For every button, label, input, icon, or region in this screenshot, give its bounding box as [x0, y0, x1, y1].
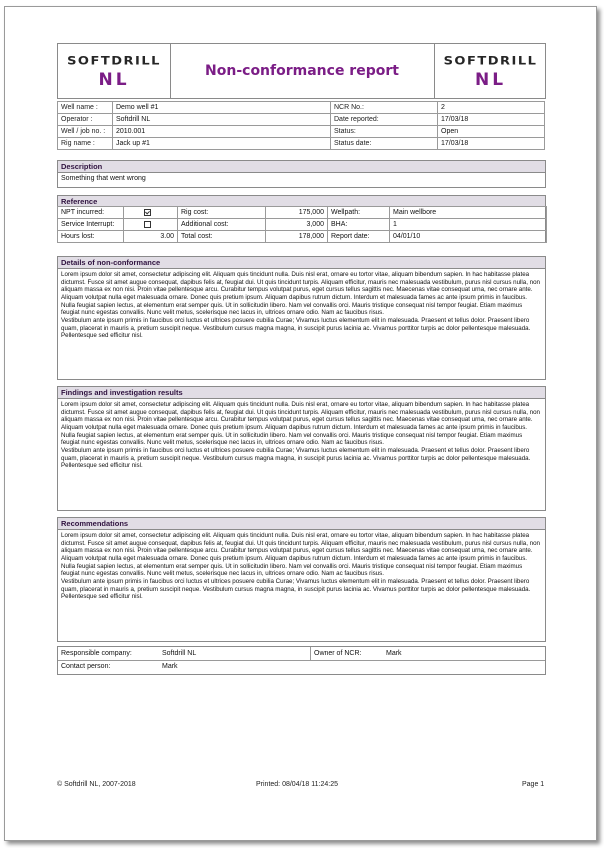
logo-left-subtext: NL [98, 70, 130, 90]
findings-heading: Findings and investigation results [58, 387, 545, 399]
total-cost-value: 178,000 [266, 231, 328, 243]
service-interrupt-cell [124, 219, 178, 231]
operator-label: Operator : [58, 114, 113, 126]
responsible-company-value: Softdrill NL [162, 650, 197, 657]
description-heading: Description [58, 161, 545, 173]
logo-left-text: SOFTDRILL [67, 55, 161, 68]
details-heading: Details of non-conformance [58, 257, 545, 269]
additional-cost-value: 3,000 [266, 219, 328, 231]
well-info-table [57, 101, 544, 150]
recommendations-heading: Recommendations [58, 518, 545, 530]
description-text: Something that went wrong [61, 175, 146, 182]
rig-name-value: Jack up #1 [113, 138, 331, 150]
service-interrupt-label: Service Interrupt: [58, 219, 124, 231]
info-row [58, 114, 545, 126]
contact-person-value: Mark [162, 663, 178, 670]
well-name-value: Demo well #1 [113, 102, 331, 114]
owner-ncr-value: Mark [386, 650, 402, 657]
bha-value: 1 [390, 219, 547, 231]
rig-cost-label: Rig cost: [178, 207, 266, 219]
job-no-label: Well / job no. : [58, 126, 113, 138]
npt-checkbox[interactable] [144, 209, 151, 216]
total-cost-label: Total cost: [178, 231, 266, 243]
contact-person-label: Contact person: [61, 663, 111, 670]
responsible-row-divider [58, 660, 545, 661]
bha-label: BHA: [328, 219, 390, 231]
ncr-no-value: 2 [438, 102, 545, 114]
recommendations-section [57, 517, 546, 642]
findings-paragraph: Vestibulum ante ipsum primis in faucibus orci luctus et ultrices posuere cubilia Curae; Vivamus luctus elementum elit in malesuada. Praesent et tellus dolor. Praesent libero quam, placerat in mauris a, pretium suscipit neque. Vestibulum cursus magna magna, in suscipit purus lacinia ac. Vivamus porttitor turpis ac dolor pellentesque malesuada. Pellentesque sed efficitur nisl. [61, 446, 531, 470]
logo-right-subtext: NL [474, 70, 507, 90]
info-row [58, 102, 545, 114]
job-no-value: 2010.001 [113, 126, 331, 138]
reference-row [58, 219, 547, 231]
reference-section [57, 195, 546, 243]
responsible-company-label: Responsible company: [61, 650, 132, 657]
rig-name-label: Rig name : [58, 138, 113, 150]
service-interrupt-checkbox[interactable] [144, 221, 151, 228]
operator-value: Softdrill NL [113, 114, 331, 126]
footer-copyright: © Softdrill NL, 2007-2018 [57, 781, 136, 788]
reference-row [58, 207, 547, 219]
date-reported-value: 17/03/18 [438, 114, 545, 126]
info-row [58, 126, 545, 138]
status-label: Status: [331, 126, 438, 138]
recommendations-text [58, 530, 545, 603]
logo-right [434, 44, 546, 98]
report-date-value: 04/01/10 [390, 231, 547, 243]
findings-paragraph: Lorem ipsum dolor sit amet, consectetur adipiscing elit. Aliquam quis tincidunt nulla. Duis nisl erat, ornare eu tortor vitae, aliquam bibendum sapien. In hac habitasse platea dictumst. Fusce sit amet augue consequat, dapibus felis at, feugiat dui. Ut quis tincidunt turpis. Aliquam efficitur, mauris nec malesuada vestibulum, purus nisl cursus nulla, non aliquam massa ex non nisi. Proin vitae pellentesque arcu. Curabitur tempus volutpat purus, eget cursus tellus sagittis nec. Maecenas vitae consequat urna, nec ornare ante. Aliquam volutpat nulla eget malesuada ornare. Donec quis pretium ipsum. Aliquam dapibus rutrum dictum. Interdum et malesuada fames ac ante ipsum primis in faucibus. Nulla feugiat sapien lectus, at elementum erat semper quis. Ut in sollicitudin libero. Nam vel convallis orci. Mauris tristique consequat nisl tempor feugiat. Etiam maximus feugiat nunc egestas convallis. Nunc velit metus, scelerisque nec lacus in, ultrices ornare odio. Nam ac faucibus risus. [61, 401, 540, 447]
date-reported-label: Date reported: [331, 114, 438, 126]
rig-cost-value: 175,000 [266, 207, 328, 219]
footer-printed: Printed: 08/04/18 11:24:25 [256, 781, 338, 788]
info-row [58, 138, 545, 150]
status-date-label: Status date: [331, 138, 438, 150]
hours-lost-label: Hours lost: [58, 231, 124, 243]
responsible-divider [310, 647, 311, 660]
status-date-value: 17/03/18 [438, 138, 545, 150]
hours-lost-value: 3.00 [124, 231, 178, 243]
reference-row [58, 231, 547, 243]
report-title: Non-conformance report [205, 63, 399, 79]
recommendations-paragraph: Lorem ipsum dolor sit amet, consectetur adipiscing elit. Aliquam quis tincidunt nulla. Duis nisl erat, ornare eu tortor vitae, aliquam bibendum sapien. In hac habitasse platea dictumst. Fusce sit amet augue consequat, dapibus felis at, feugiat dui. Ut quis tincidunt turpis. Aliquam efficitur, mauris nec malesuada vestibulum, purus nisl cursus nulla, non aliquam massa ex non nisi. Proin vitae pellentesque arcu. Curabitur tempus volutpat purus, eget cursus tellus sagittis nec. Maecenas vitae consequat urna, nec ornare ante. Aliquam volutpat nulla eget malesuada ornare. Donec quis pretium ipsum. Aliquam dapibus rutrum dictum. Interdum et malesuada fames ac ante ipsum primis in faucibus. Nulla feugiat sapien lectus, at elementum erat semper quis. Ut in sollicitudin libero. Nam vel convallis orci. Mauris tristique consequat nisl tempor feugiat. Etiam maximus feugiat nunc egestas convallis. Nunc velit metus, scelerisque nec lacus in, ultrices ornare odio. Nam ac faucibus risus. [61, 532, 540, 578]
recommendations-paragraph: Vestibulum ante ipsum primis in faucibus orci luctus et ultrices posuere cubilia Curae; Vivamus luctus elementum elit in malesuada. Praesent et tellus dolor. Praesent libero quam, placerat in mauris a, pretium suscipit neque. Vestibulum cursus magna magna, in suscipit purus lacinia ac. Vivamus porttitor turpis ac dolor pellentesque malesuada. Pellentesque sed efficitur nisl. [61, 577, 531, 601]
details-text [58, 269, 545, 342]
report-date-label: Report date: [328, 231, 390, 243]
details-paragraph: Vestibulum ante ipsum primis in faucibus orci luctus et ultrices posuere cubilia Curae; Vivamus luctus elementum elit in malesuada. Praesent et tellus dolor. Praesent libero quam, placerat in mauris a, pretium suscipit neque. Vestibulum cursus magna magna, in suscipit purus lacinia ac. Vivamus porttitor turpis ac dolor pellentesque malesuada. Pellentesque sed efficitur nisl. [61, 316, 531, 340]
logo-left [58, 44, 171, 98]
additional-cost-label: Additional cost: [178, 219, 266, 231]
findings-section [57, 386, 546, 511]
status-value: Open [438, 126, 545, 138]
npt-cell [124, 207, 178, 219]
findings-text [58, 399, 545, 472]
owner-ncr-label: Owner of NCR: [314, 650, 362, 657]
well-name-label: Well name : [58, 102, 113, 114]
report-header [57, 43, 546, 99]
reference-heading: Reference [58, 196, 545, 207]
wellpath-value: Main wellbore [390, 207, 547, 219]
wellpath-label: Wellpath: [328, 207, 390, 219]
description-section [57, 160, 546, 188]
npt-label: NPT incurred: [58, 207, 124, 219]
ncr-no-label: NCR No.: [331, 102, 438, 114]
footer-page-number: Page 1 [522, 781, 545, 788]
details-section [57, 256, 546, 380]
logo-right-text: SOFTDRILL [443, 55, 538, 68]
details-paragraph: Lorem ipsum dolor sit amet, consectetur adipiscing elit. Aliquam quis tincidunt nulla. Duis nisl erat, ornare eu tortor vitae, aliquam bibendum sapien. In hac habitasse platea dictumst. Fusce sit amet augue consequat, dapibus felis at, feugiat dui. Ut quis tincidunt turpis. Aliquam efficitur, mauris nec malesuada vestibulum, purus nisl cursus nulla, non aliquam massa ex non nisi. Proin vitae pellentesque arcu. Curabitur tempus volutpat purus, eget cursus tellus sagittis nec. Maecenas vitae consequat urna, nec ornare ante. Aliquam volutpat nulla eget malesuada ornare. Donec quis pretium ipsum. Aliquam dapibus rutrum dictum. Interdum et malesuada fames ac ante ipsum primis in faucibus. Nulla feugiat sapien lectus, at elementum erat semper quis. Ut in sollicitudin libero. Nam vel convallis orci. Mauris tristique consequat nisl tempor feugiat. Etiam maximus feugiat nunc egestas convallis. Nunc velit metus, scelerisque nec lacus in, ultrices ornare odio. Nam ac faucibus risus. [61, 271, 540, 317]
responsible-section [57, 646, 546, 675]
